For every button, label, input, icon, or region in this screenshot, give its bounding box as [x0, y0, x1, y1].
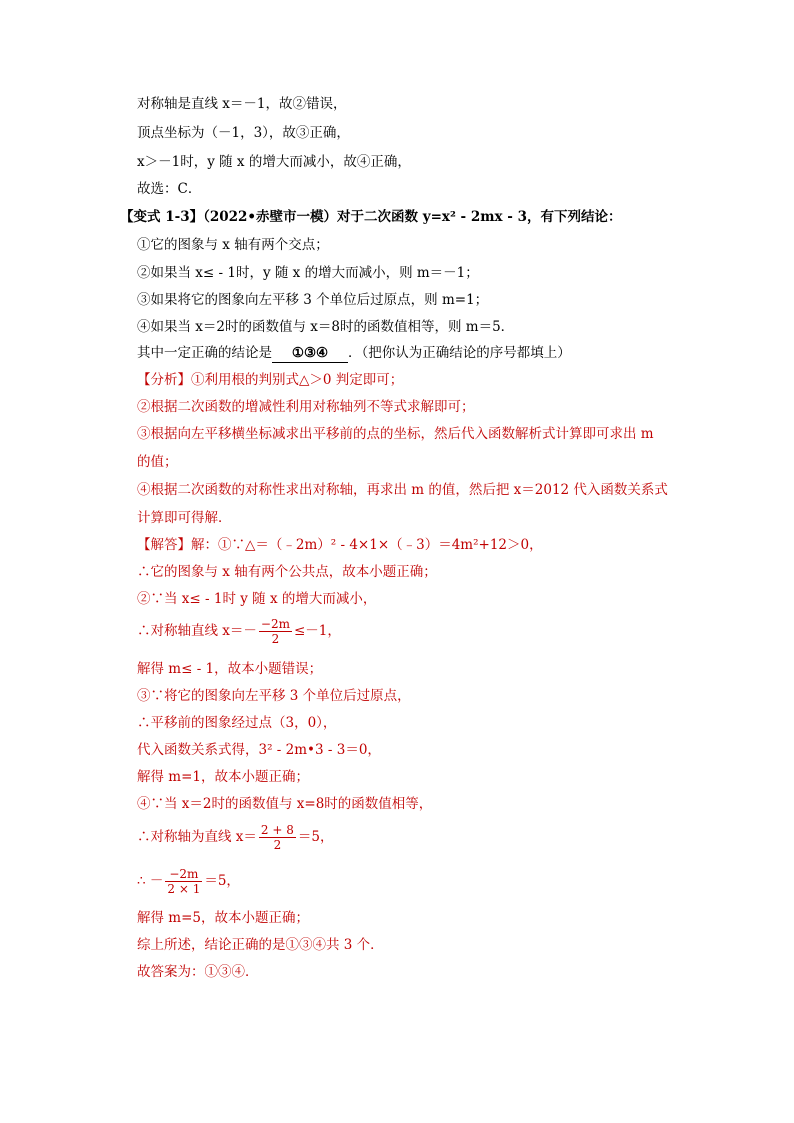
solution-3: ②∵当 x≤ - 1时 y 随 x 的增大而减小， [137, 591, 377, 607]
fraction-numerator: −2m [260, 617, 290, 631]
analysis-3b: 的值； [137, 454, 178, 470]
analysis-4b: 计算即可得解． [137, 510, 232, 526]
fraction-m [165, 867, 202, 896]
variant-title: 【变式 1-3】（2022•赤壁市一模）对于二次函数 y=x² - 2mx - 3，有下列结论： [120, 209, 622, 225]
conclusion-1: ①它的图象与 x 轴有两个交点； [137, 237, 329, 253]
solution-4-prefix: ∴对称轴直线 x＝－ [137, 623, 257, 639]
analysis-3a: ③根据向左平移横坐标减求出平移前的点的坐标，然后代入函数解析式计算即可求出 m [137, 426, 654, 442]
fraction-numerator: −2m [165, 867, 202, 882]
solution-12 [137, 867, 240, 896]
solution-9: 解得 m=1，故本小题正确； [137, 769, 309, 785]
conclusion-2: ②如果当 x≤ - 1时，y 随 x 的增大而减小，则 m＝－1； [137, 265, 479, 281]
solution-7: ∴平移前的图象经过点（3，0）， [137, 715, 337, 731]
line-axis-of-symmetry: 对称轴是直线 x＝－1，故②错误， [137, 96, 347, 112]
solution-4 [137, 617, 341, 646]
solution-10: ④∵当 x＝2时的函数值与 x=8时的函数值相等， [137, 796, 433, 812]
solution-11 [137, 823, 333, 852]
solution-15: 故答案为：①③④． [137, 964, 259, 980]
fraction-sum [259, 823, 296, 852]
conclusion-4: ④如果当 x＝2时的函数值与 x＝8时的函数值相等，则 m＝5． [137, 319, 515, 335]
fraction-denominator: 2 × 1 [167, 882, 201, 896]
solution-1: 【解答】解：①∵△＝（﹣2m）² - 4×1×（﹣3）＝4m²+12＞0， [137, 537, 543, 553]
fraction-axis [259, 617, 292, 646]
fraction-denominator: 2 [273, 838, 282, 852]
analysis-1: 【分析】①利用根的判别式△＞0 判定即可； [137, 372, 404, 388]
conclusion-3: ③如果将它的图象向左平移 3 个单位后过原点，则 m=1； [137, 292, 489, 308]
solution-4-suffix: ≤－1， [293, 623, 341, 639]
line-monotonic: x＞－1时，y 随 x 的增大而减小，故④正确， [137, 154, 411, 170]
solution-14: 综上所述，结论正确的是①③④共 3 个． [137, 937, 384, 953]
solution-11-suffix: ＝5， [297, 829, 334, 845]
solution-2: ∴它的图象与 x 轴有两个公共点，故本小题正确； [137, 564, 437, 580]
solution-5: 解得 m≤ - 1，故本小题错误； [137, 661, 323, 677]
solution-8: 代入函数关系式得，3² - 2m•3 - 3＝0， [137, 742, 381, 758]
analysis-2: ②根据二次函数的增减性利用对称轴列不等式求解即可； [137, 399, 475, 415]
solution-6: ③∵将它的图象向左平移 3 个单位后过原点， [137, 688, 411, 704]
question-line [137, 344, 571, 363]
fraction-numerator: 2 + 8 [260, 823, 294, 837]
solution-13: 解得 m=5，故本小题正确； [137, 910, 309, 926]
analysis-4a: ④根据二次函数的对称性求出对称轴，再求出 m 的值，然后把 x＝2012 代入函数关系式 [137, 482, 668, 498]
line-vertex: 顶点坐标为（－1，3），故③正确， [137, 125, 350, 141]
solution-12-prefix: ∴ － [137, 873, 164, 889]
line-choose: 故选：C． [137, 181, 202, 197]
question-prefix: 其中一定正确的结论是 [137, 345, 272, 361]
answer-blank: ①③④ [272, 344, 348, 363]
question-suffix: ．（把你认为正确结论的序号都填上） [348, 345, 571, 361]
fraction-denominator: 2 [271, 632, 280, 646]
solution-11-prefix: ∴对称轴为直线 x＝ [137, 829, 257, 845]
solution-12-suffix: ＝5， [204, 873, 240, 889]
